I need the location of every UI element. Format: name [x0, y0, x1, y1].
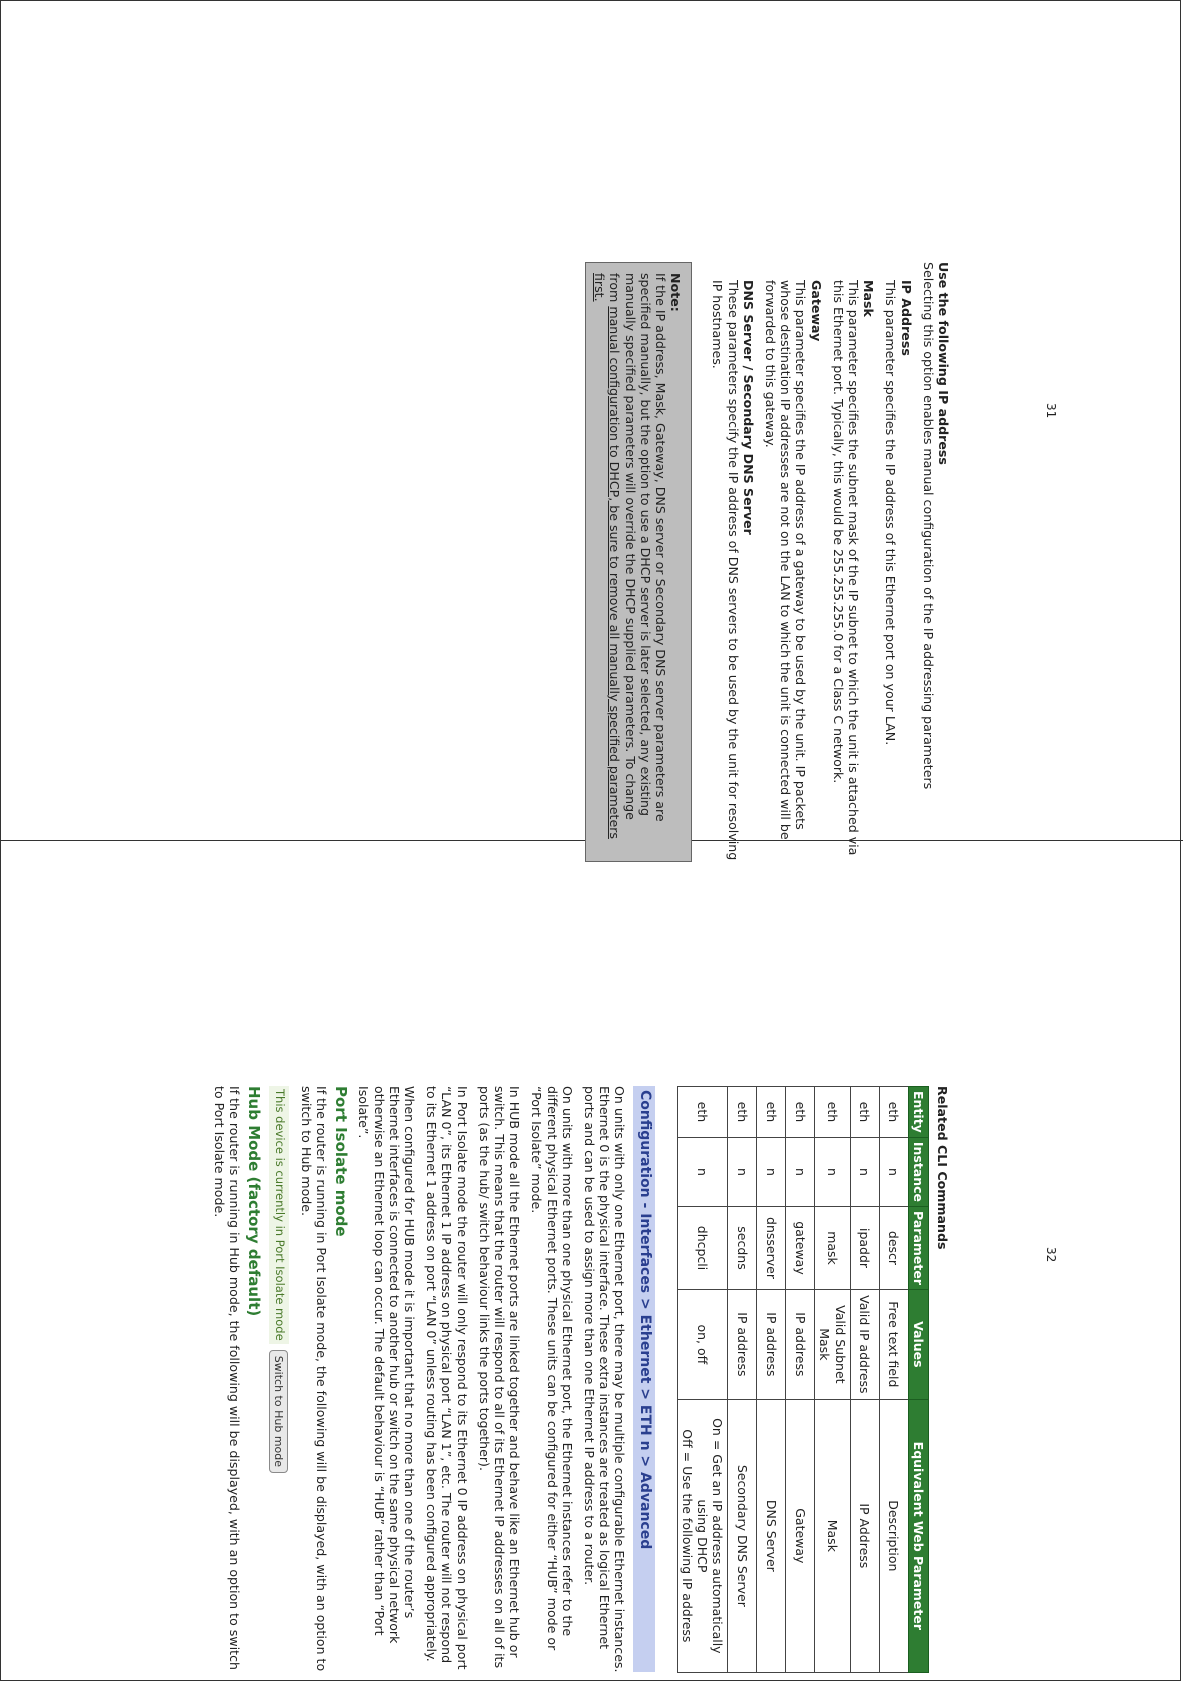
- table-row: [757, 1087, 786, 1673]
- page-32-content: [205, 1086, 950, 1676]
- page-number: 31: [1044, 403, 1058, 419]
- note-box: [585, 262, 692, 862]
- port-isolate-title: Port Isolate mode: [332, 1086, 351, 1237]
- table-cell: Valid Subnet Mask: [815, 1290, 850, 1400]
- table-cell: Free text field: [879, 1290, 908, 1400]
- table-cell: IP Address: [850, 1399, 879, 1672]
- port-isolate-text: If the router is running in Port Isolate mode, the following will be displayed, with an option to switch to Hub mode.: [298, 1086, 329, 1672]
- page-31-content: [585, 262, 951, 862]
- cli-heading: Related CLI Commands: [935, 1086, 950, 1250]
- column-header: Instance: [908, 1137, 928, 1206]
- table-cell: eth: [757, 1087, 786, 1138]
- hub-mode-title: Hub Mode (factory default): [245, 1086, 264, 1317]
- table-cell: ipaddr: [850, 1207, 879, 1290]
- table-cell: IP address: [728, 1290, 757, 1400]
- ip-address-text: This parameter specifies the IP address of this Ethernet port on your LAN.: [883, 280, 899, 746]
- table-row: [728, 1087, 757, 1673]
- table-cell: n: [879, 1137, 908, 1206]
- table-cell: eth: [815, 1087, 850, 1138]
- column-header: Equivalent Web Parameter: [908, 1399, 928, 1672]
- paragraph: On units with more than one physical Ethernet port, the Ethernet instances refer to the different physical Ethernet ports. These units can be configured for either “HUB” mode or “Port Isolate” mode.: [529, 1086, 575, 1651]
- note-text: If the IP address, Mask, Gateway, DNS server or Secondary DNS server parameters are specified manually, but the option to use a DHCP server is later selected, any existing manually specified parameters will override the DHCP supplied parameters. To change from: [607, 273, 668, 822]
- table-cell: secdns: [728, 1207, 757, 1290]
- column-header: Entity: [908, 1087, 928, 1138]
- table-cell: dhcpcli: [677, 1207, 728, 1290]
- dns-title: DNS Server / Secondary DNS Server: [740, 280, 756, 535]
- table-cell: DNS Server: [757, 1399, 786, 1672]
- cli-commands-table: [677, 1086, 929, 1673]
- section-title: Configuration - Interfaces > Ethernet > ETH n > Advanced: [633, 1086, 654, 1672]
- table-cell: mask: [815, 1207, 850, 1290]
- table-cell: on, off: [677, 1290, 728, 1400]
- column-header: Parameter: [908, 1207, 928, 1290]
- ip-address-title: IP Address: [898, 280, 914, 356]
- table-cell: n: [757, 1137, 786, 1206]
- note-underlined-text: manual configuration to DHCP, be sure to remove all manually specified parameters first.: [592, 273, 623, 839]
- table-cell: n: [728, 1137, 757, 1206]
- note-title: Note:: [668, 273, 684, 312]
- mask-title: Mask: [861, 280, 877, 317]
- table-cell: Valid IP address: [850, 1290, 879, 1400]
- page-number: 32: [1044, 1247, 1058, 1263]
- mode-status-bar: [269, 1086, 288, 1676]
- gateway-title: Gateway: [808, 280, 824, 342]
- table-cell: n: [677, 1137, 728, 1206]
- paragraph: In Port Isolate mode the router will only respond to its Ethernet 0 IP address on physical port “LAN 0”, its Ethernet 1 IP address on physical port “LAN 1”, etc. The router will not respond to its Ethernet 1 address on port “LAN 0” unless routing has been configured appropriately.: [424, 1086, 470, 1670]
- table-cell: eth: [786, 1087, 815, 1138]
- table-cell: dnsserver: [757, 1207, 786, 1290]
- dns-text: These parameters specify the IP address of DNS servers to be used by the unit for resolving IP hostnames.: [710, 280, 741, 861]
- section-intro: Selecting this option enables manual configuration of the IP addressing parameters: [920, 262, 936, 790]
- table-row: [786, 1087, 815, 1673]
- table-cell: eth: [850, 1087, 879, 1138]
- table-cell: Gateway: [786, 1399, 815, 1672]
- table-header-row: [908, 1087, 928, 1673]
- table-body: [677, 1087, 908, 1673]
- table-cell: Secondary DNS Server: [728, 1399, 757, 1672]
- table-cell: gateway: [786, 1207, 815, 1290]
- table-cell: Description: [879, 1399, 908, 1672]
- table-cell: n: [815, 1137, 850, 1206]
- table-cell: n: [850, 1137, 879, 1206]
- table-cell: n: [786, 1137, 815, 1206]
- paragraph: On units with only one Ethernet port, there may be multiple configurable Ethernet instances. Ethernet 0 is the physical interface. These extra instances are treated as logical Ethernet ports and can be used to assign more than one Ethernet IP address to a router.: [581, 1086, 628, 1673]
- table-row: [879, 1087, 908, 1673]
- table-cell: IP address: [786, 1290, 815, 1400]
- paragraph: When configured for HUB mode it is important that no more than one of the router’s Ethernet interfaces is connected to another hub or switch on the same physical network otherwise an Ethernet loop can occur. The default behaviour is “HUB” rather than “Port Isolate”.: [356, 1086, 417, 1644]
- table-row: [850, 1087, 879, 1673]
- table-row: [677, 1087, 728, 1673]
- table-cell: IP address: [757, 1290, 786, 1400]
- mask-text: This parameter specifies the subnet mask of the IP subnet to which the unit is attached via this Ethernet port. Typically, this would be 255.255.255.0 for a Class C network.: [830, 280, 861, 856]
- table-cell: Mask: [815, 1399, 850, 1672]
- hub-mode-text: If the router is running in Hub mode, the following will be displayed, with an option to switch to Port Isolate mode.: [211, 1086, 243, 1670]
- table-cell: eth: [677, 1087, 728, 1138]
- table-row: [815, 1087, 850, 1673]
- mode-status-text: This device is currently in Port Isolate mode: [269, 1086, 288, 1344]
- table-cell: eth: [879, 1087, 908, 1138]
- switch-to-hub-mode-button[interactable]: Switch to Hub mode: [269, 1350, 288, 1473]
- column-header: Values: [908, 1290, 928, 1400]
- table-cell: On = Get an IP address automatically using DHCP Off = Use the following IP address: [677, 1399, 728, 1672]
- page-32: [0, 841, 1183, 1681]
- table-cell: eth: [728, 1087, 757, 1138]
- paragraph: In HUB mode all the Ethernet ports are linked together and behave like an Ethernet hub or switch. This means that the router will respond to all of its Ethernet IP addresses on all of its ports (as the hub/ switch behaviour links the ports together).: [476, 1086, 523, 1669]
- gateway-text: This parameter specifies the IP address of a gateway to be used by the unit. IP packets whose destination IP addresses are not on the LAN to which the unit is connected will be forwarded to this gateway.: [762, 280, 809, 840]
- section-heading: Use the following IP address: [936, 262, 951, 465]
- table-cell: descr: [879, 1207, 908, 1290]
